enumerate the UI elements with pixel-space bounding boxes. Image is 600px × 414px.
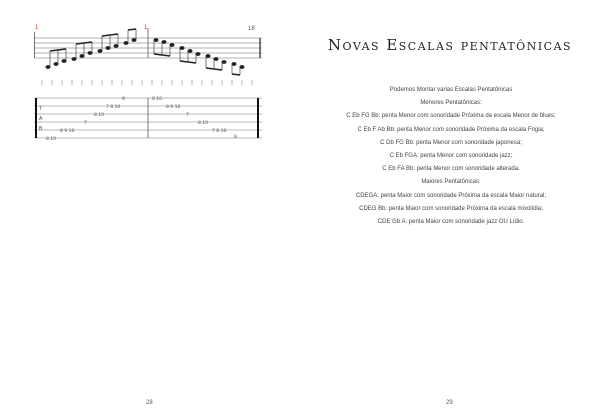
guitar-tab xyxy=(34,92,262,144)
tab-fret-numbers: 8 10 xyxy=(198,121,209,126)
rhythm-markers xyxy=(38,79,260,87)
text-line: CDEG Bb: penta Maior com sonoridade Próxima da escala mixolídia; xyxy=(359,205,543,212)
measure-marker-mid: 1 xyxy=(144,25,148,31)
measure-marker-left: 1 xyxy=(35,25,39,31)
page-title: Novas Escalas pentatônicas xyxy=(327,36,573,54)
tab-fret-numbers: 7 8 10 xyxy=(106,105,121,110)
tab-fret-numbers: 8 10 xyxy=(152,97,163,102)
text-line: C Eb F Ab Bb: penta Menor com sonoridade Próxima da escala Frigia; xyxy=(357,126,545,133)
tab-label-b: B xyxy=(39,126,43,132)
note-group-measure-1 xyxy=(46,29,136,69)
text-line: CDE Gb A: penta Maior com sonoridade jazz OU Lídio. xyxy=(377,219,525,226)
note-group-measure-2 xyxy=(154,38,244,75)
tab-fret-numbers: 8 10 xyxy=(46,137,57,142)
tab-fret-numbers: 8 xyxy=(122,97,125,102)
page-number-right: 29 xyxy=(446,400,453,406)
scale-list xyxy=(338,86,564,231)
text-line: Podemos Montar varias Escalas Pentatônicas xyxy=(389,87,513,93)
page-number-left: 28 xyxy=(146,400,153,406)
text-line: C Db FG Bb: penta Menor com sonoridade japonesa; xyxy=(380,139,522,146)
section-heading-major: Maiores Pentatônicas: xyxy=(421,179,481,186)
text-line: C Eb FA Bb: penta Menor com sonoridade alterada. xyxy=(382,166,520,173)
tab-fret-numbers: 8 10 xyxy=(94,113,105,118)
tab-label-t: T xyxy=(39,106,43,112)
music-notation xyxy=(34,18,262,80)
staff-lines xyxy=(34,28,262,58)
tab-fret-numbers: 8 xyxy=(234,135,237,140)
tab-fret-numbers: 7 xyxy=(84,121,87,126)
tab-label-a: A xyxy=(39,116,43,122)
right-page xyxy=(300,0,600,414)
end-mark: 18 xyxy=(248,26,255,32)
text-line: C Eb FG Bb: penta Menor com sonoridade Próxima da escala Menor de blues; xyxy=(346,113,556,120)
text-line: C Eb FGA: penta Menor com sonoridade jazz; xyxy=(389,153,513,160)
tab-fret-numbers: 7 8 10 xyxy=(212,129,227,134)
section-heading-minor: Menores Pentatônicas: xyxy=(420,100,482,107)
tab-fret-numbers: 7 xyxy=(186,113,189,118)
tab-fret-numbers: 8 9 10 xyxy=(166,105,181,110)
tab-fret-numbers: 8 9 10 xyxy=(60,129,75,134)
text-line: CDEGA: penta Maior com sonoridade Próxima da escala Maior natural; xyxy=(355,192,547,199)
